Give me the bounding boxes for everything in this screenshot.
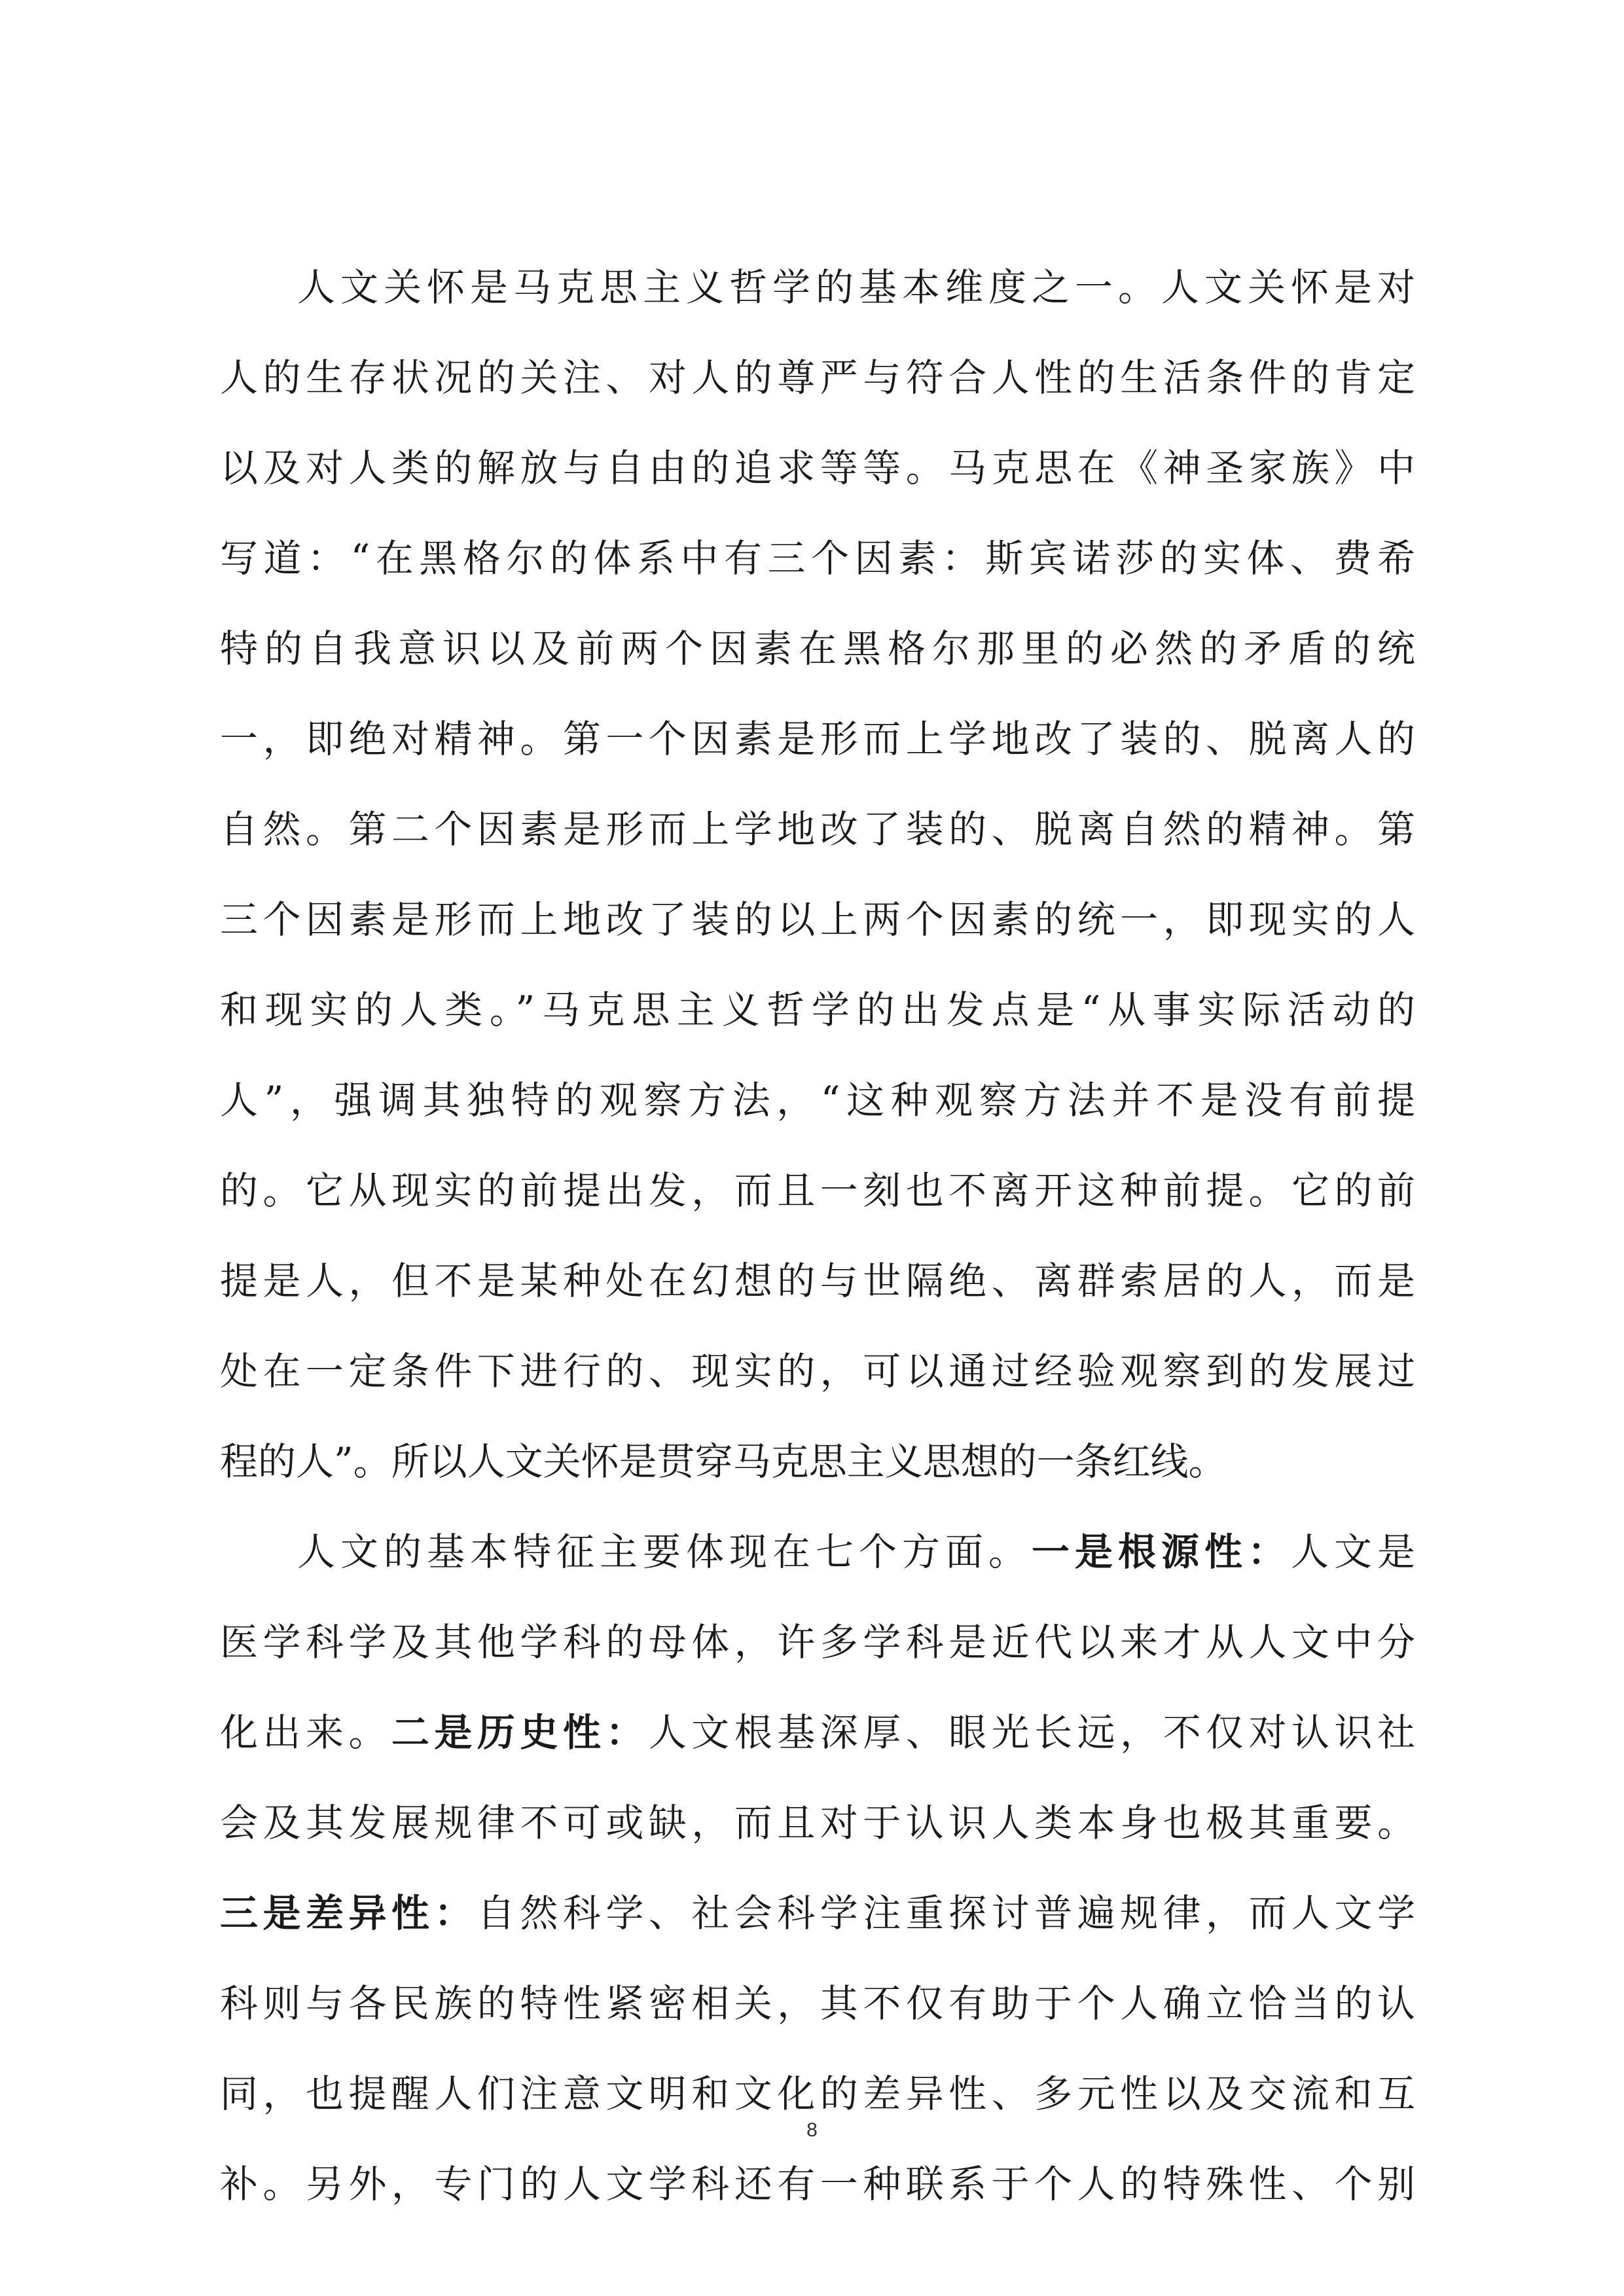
paragraph-2-line-4: 会及其发展规律不可或缺，而且对于认识人类本身也极其重要。 — [220, 1801, 1415, 1845]
paragraph-2-line-2: 医学科学及其他学科的母体，许多学科是近代以来才从人文中分 — [220, 1620, 1415, 1664]
feature-3-text: 自然科学、社会科学注重探讨普遍规律，而人文学 — [477, 1891, 1415, 1935]
paragraph-1-line-8: 三个因素是形而上地改了装的以上两个因素的统一，即现实的人 — [220, 897, 1415, 942]
paragraph-1-line-12: 提是人，但不是某种处在幻想的与世隔绝、离群索居的人，而是 — [220, 1259, 1415, 1303]
paragraph-1-line-11: 的。它从现实的前提出发，而且一刻也不离开这种前提。它的前 — [220, 1168, 1415, 1213]
paragraph-1-line-9: 和现实的人类。”马克思主义哲学的出发点是“从事实际活动的 — [220, 988, 1415, 1032]
paragraph-1-line-7: 自然。第二个因素是形而上学地改了装的、脱离自然的精神。第 — [220, 807, 1415, 852]
paragraph-1-line-2: 人的生存状况的关注、对人的尊严与符合人性的生活条件的肯定 — [220, 355, 1415, 400]
paragraph-2-line-3 — [220, 1687, 1415, 1778]
page-number: 8 — [806, 2119, 818, 2141]
paragraph-1-line-13: 处在一定条件下进行的、现实的，可以通过经验观察到的发展过 — [220, 1349, 1415, 1393]
paragraph-2-line-8: 补。另外，专门的人文学科还有一种联系于个人的特殊性、个别 — [220, 2162, 1415, 2206]
paragraph-2-line-7: 同，也提醒人们注意文明和文化的差异性、多元性以及交流和互 — [220, 2072, 1415, 2116]
feature-1-heading: 一是根源性： — [1031, 1530, 1291, 1574]
feature-2-heading: 二是历史性： — [391, 1710, 649, 1755]
paragraph-1-line-5: 特的自我意识以及前两个因素在黑格尔那里的必然的矛盾的统 — [220, 626, 1415, 671]
feature-2-text: 人文根基深厚、眼光长远，不仅对认识社 — [648, 1710, 1415, 1755]
paragraph-1-line-1: 人文关怀是马克思主义哲学的基本维度之一。人文关怀是对 — [297, 265, 1415, 310]
body-text — [220, 242, 1415, 2229]
paragraph-1-line-10: 人”，强调其独特的观察方法，“这种观察方法并不是没有前提 — [220, 1078, 1415, 1122]
paragraph-1-line-3: 以及对人类的解放与自由的追求等等。马克思在《神圣家族》中 — [220, 446, 1415, 490]
paragraph-2-line-6: 科则与各民族的特性紧密相关，其不仅有助于个人确立恰当的认 — [220, 1981, 1415, 2026]
feature-1-text: 人文是 — [1290, 1530, 1415, 1574]
paragraph-1-line-4: 写道：“在黑格尔的体系中有三个因素：斯宾诺莎的实体、费希 — [220, 536, 1415, 581]
paragraph-1-line-14: 程的人”。所以人文关怀是贯穿马克思主义思想的一条红线。 — [220, 1439, 1227, 1484]
paragraph-1-line-6: 一，即绝对精神。第一个因素是形而上学地改了装的、脱离人的 — [220, 717, 1415, 761]
paragraph-2-line-3-text: 化出来。 — [220, 1710, 391, 1755]
paragraph-2-line-5 — [220, 1868, 1415, 1958]
paragraph-2-line-1-text: 人文的基本特征主要体现在七个方面。 — [297, 1530, 1032, 1574]
feature-3-heading: 三是差异性： — [220, 1891, 477, 1935]
paragraph-2-line-1 — [220, 1507, 1415, 1597]
